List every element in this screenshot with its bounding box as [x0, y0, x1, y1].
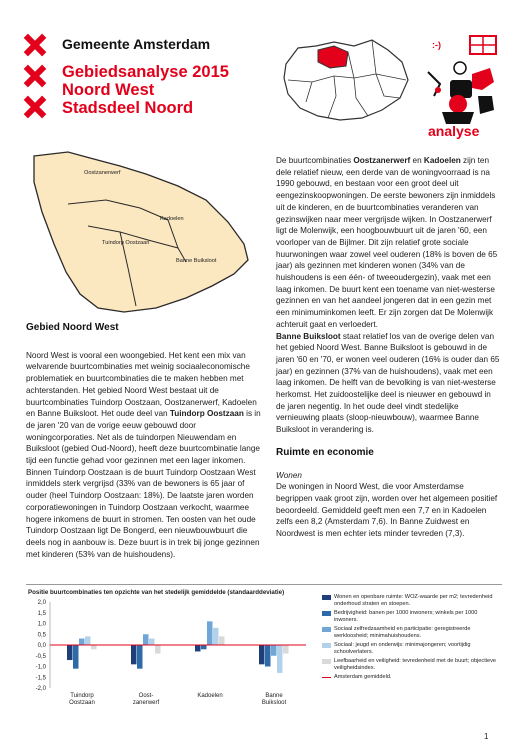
legend-item: [322, 642, 502, 656]
legend-swatch: [322, 611, 331, 616]
bar-3-0: [85, 636, 91, 645]
paragraph-banne-buiksloot: [276, 331, 502, 436]
category-label: Tuindorp Oostzaan: [69, 693, 95, 706]
bar-0-2: [195, 645, 201, 651]
title-line-2: Noord West: [62, 81, 155, 99]
legend-item-reference: [322, 674, 502, 681]
chart-legend: [322, 594, 502, 683]
y-tick-label: -2,0: [35, 686, 46, 692]
bar-1-3: [265, 645, 271, 667]
legend-item: [322, 610, 502, 624]
bar-2-3: [271, 645, 277, 656]
legend-item: [322, 658, 502, 672]
y-tick-label: 2,0: [37, 600, 46, 606]
logo-cross-3-icon: [24, 96, 46, 118]
section-heading-ruimte: Ruimte en economie: [276, 446, 374, 458]
category-label: Kadoelen: [197, 693, 223, 699]
legend-item: [322, 594, 502, 608]
legend-swatch: [322, 659, 331, 664]
neighbourhood-map: [28, 148, 250, 316]
legend-item: [322, 626, 502, 640]
text-run: Kadoelen: [423, 156, 461, 165]
y-tick-label: 1,0: [37, 621, 46, 628]
bar-0-1: [131, 645, 137, 664]
paragraph-oostzanerwerf-kadoelen: [276, 155, 502, 331]
logo-cross-2-icon: [24, 65, 46, 87]
y-tick-label: -1,0: [35, 664, 46, 671]
bar-1-1: [137, 645, 143, 669]
left-column: [26, 322, 264, 560]
bar-3-2: [213, 628, 219, 645]
svg-text::-): :-): [432, 40, 441, 50]
text-run: is in de jaren '20 van de vorige eeuw gebouwd door woningcorporaties. Net als de tuindorpen Nieuwendam en Buiksloot (gebied Oud-Noord), heeft deze buurtcombinatie lange tijd een functie gehad voor gezinnen met een lager inkomen. Binnen Tuindorp Oostzaan is de buurt Tuindorp Oostzaan West inmiddels sterk vergrijsd (33% van de bewoners is 65 jaar of ouder (heel Tuindorp Oostzaan: 18%). De laatste jaren worden corporatiewoningen in Tuindorp Oostzaan verkocht, waarmee hogere inkomens de buurt in stromen. Ten oosten van het oude Tuindorp Oostzaan ligt De Bongerd, een nieuwbouwbuurt die deels nog in aanbouw is. Deze buurt is in trek bij jonge gezinnen met kinderen (53% van de huishoudens).: [26, 409, 261, 559]
legend-label: Sociaal: jeugd en onderwijs: minimajongeren; voortijdig schoolverlaters.: [334, 642, 471, 655]
page-number: 1: [484, 732, 489, 741]
bar-3-1: [149, 639, 155, 645]
bar-3-3: [277, 645, 283, 673]
bar-1-0: [73, 645, 79, 669]
y-tick-label: -1,5: [35, 675, 46, 682]
category-label: Banne Buiksloot: [261, 693, 287, 706]
y-tick-label: 0,0: [37, 643, 46, 649]
title-line-3: Stadsdeel Noord: [62, 99, 194, 117]
intro-paragraph: [26, 350, 264, 561]
bar-4-2: [219, 636, 225, 645]
chart-title: Positie buurtcombinaties ten opzichte van het stedelijk gemiddelde (standaarddeviatie): [28, 589, 285, 596]
text-run: Banne Buiksloot: [276, 331, 341, 341]
legend-label: Leefbaarheid en veiligheid: tevredenheid met de buurt; objectieve veiligheidsindex.: [334, 658, 497, 671]
legend-label: Amsterdam gemiddeld.: [334, 674, 392, 680]
map-label-kadoelen: Kadoelen: [160, 216, 184, 222]
legend-swatch: [322, 677, 331, 678]
analyse-label: analyse: [428, 123, 480, 139]
text-run: De buurtcombinaties: [276, 156, 354, 165]
y-tick-label: -0,5: [35, 653, 46, 660]
map-area-noord-west: [34, 152, 248, 312]
y-tick-label: 0,5: [37, 632, 46, 639]
right-column: [276, 155, 502, 540]
bar-2-0: [79, 639, 85, 645]
bar-4-1: [155, 645, 161, 654]
map-label-oostzanerwerf: Oostzanerwerf: [84, 170, 121, 176]
bar-4-0: [91, 645, 97, 649]
legend-swatch: [322, 627, 331, 632]
bar-2-1: [143, 634, 149, 645]
brand-name: Gemeente Amsterdam: [62, 36, 211, 52]
locator-map: [276, 36, 416, 130]
map-label-tuindorp-oostzaan: Tuindorp Oostzaan: [102, 240, 150, 246]
title-line-1: Gebiedsanalyse 2015: [62, 63, 229, 81]
text-run: staat relatief los van de overige delen van het gebied Noord West. Banne Buiksloot is gebouwd in de jaren '60 en '70, er wonen veel ouderen (16% is ouder dan 65 jaar) en gezinnen (37% van de huishoudens), vaak met een laag inkomen. De helft van de bevolking is van niet-westerse herkomst. Het zuidoostelijke deel is nieuwer en gebouwd in de jaren negentig. In het oude deel vindt stedelijke vernieuwing plaats (sloop-nieuwbouw), waarmee Banne Buiksloot in verandering is.: [276, 331, 500, 435]
text-run: zijn ten dele relatief nieuw, een derde van de woningvoorraad is na 1990 gebouwd, en bestaan voor een groot deel uit eengezinskoopwoningen. De eerste bewoners zijn inmiddels uit de kinderen, en de buurtcombinaties veranderen van gezinswijken naar meer vergrijsde wijken. In Oostzanerwerf ligt de Molenwijk, een hoogbouwbuurt uit de jaren '60, een voorloper van de Bijlmer. Dit zijn relatief grote sociale huurwoningen waar zowel veel ouderen (18% is boven de 65 jaar) als gezinnen met kinderen wonen (34% van de huishoudens is een één- of tweeoudergezin), vaak met een laag inkomen. De buurt kent een toename van niet-westerse gezinnen en van het aandeel jongeren dat in een gezin met een minimuminkomen leeft. Er zijn zorgen dat De Molenwijk achteruit gaat en verloedert.: [276, 156, 498, 329]
legend-label: Sociaal zelfredzaamheid en participatie: geregistreerde werkloosheid; minimahuishoudens.: [334, 626, 471, 639]
bar-0-0: [67, 645, 73, 660]
text-run: Oostzanerwerf: [353, 156, 411, 165]
chart-divider: [26, 584, 502, 585]
legend-swatch: [322, 643, 331, 648]
logo-cross-1-icon: [24, 34, 46, 56]
subheading-wonen: Wonen: [276, 470, 302, 480]
map-label-banne-buiksloot: Banne Buiksloot: [176, 258, 217, 264]
bar-chart: [24, 596, 314, 714]
legend-label: Bedrijvigheid: banen per 1000 inwoners; winkels per 1000 inwoners.: [334, 610, 478, 623]
section-heading-gebied: Gebied Noord West: [26, 322, 119, 333]
bar-1-2: [201, 645, 207, 649]
bar-2-2: [207, 621, 213, 645]
category-label: Oost-zanerwerf: [132, 693, 160, 706]
legend-label: Wonen en openbare ruimte: WOZ-waarde per m2; tevredenheid onderhoud straten en stoepen.: [334, 594, 493, 607]
paragraph-wonen: De woningen in Noord West, die voor Amsterdamse begrippen vaak groot zijn, worden over het algemeen positief beoordeeld. Gemiddeld geeft men een 7,7 en in Kadoelen zelfs een 8,2 (Amsterdam 7,6). In Banne Zuidwest en Noordwest is men echter iets minder tevreden (7,3).: [276, 482, 498, 539]
bar-0-3: [259, 645, 265, 664]
text-run: en: [410, 156, 424, 165]
analyse-illustration-icon: [420, 32, 502, 140]
text-run: Noord West is vooral een woongebied. Het kent een mix van welvarende buurtcombinaties met weinig sociaaleconomische problematiek en buurtcombinaties die te maken hebben met achterstanden. Het gebied Noord West bestaat uit de buurtcombinaties Tuindorp Oostzaan, Oostzanerwerf, Kadoelen en Banne Buiksloot. Het oude deel van: [26, 350, 257, 419]
y-tick-label: 1,5: [37, 610, 46, 617]
text-run: Tuindorp Oostzaan: [169, 409, 244, 419]
legend-swatch: [322, 595, 331, 600]
bar-4-3: [283, 645, 289, 654]
